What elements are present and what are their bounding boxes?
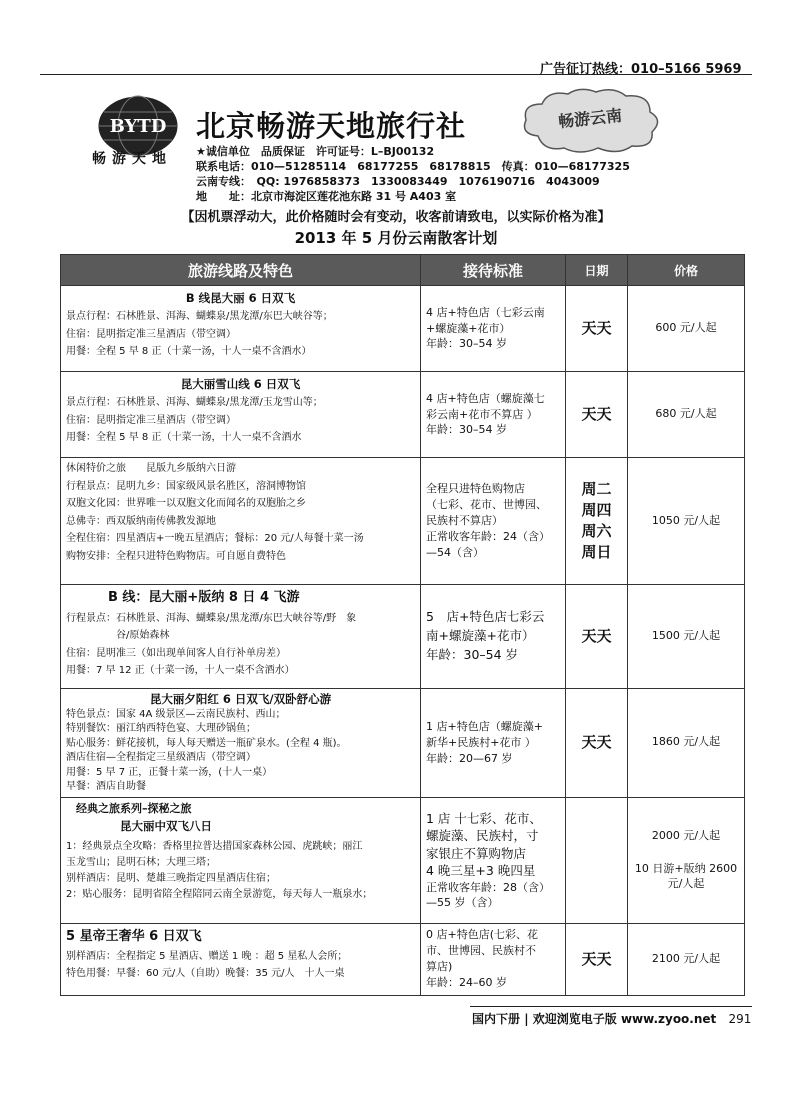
page-footer bbox=[472, 1010, 751, 1027]
standard-line: 5 店+特色店七彩云 bbox=[426, 609, 545, 625]
standard-line: 彩云南+花市不算店 ） bbox=[426, 407, 538, 421]
standard-line: 0 店+特色店(七彩、花 bbox=[426, 928, 539, 942]
price-cell bbox=[628, 689, 745, 798]
header-route: 旅游线路及特色 bbox=[61, 255, 421, 286]
table-row bbox=[61, 689, 745, 798]
table-row bbox=[61, 923, 745, 995]
plan-title: 2013 年 5 月份云南散客计划 bbox=[294, 229, 498, 247]
route-title: 休闲特价之旅 昆版九乡版纳六日游 bbox=[66, 463, 236, 474]
contact-phone: 联系电话：010—51285114 68177255 68178815 传真：010—68177325 bbox=[196, 160, 630, 173]
route-cell bbox=[61, 585, 421, 689]
footer-separator: | bbox=[524, 1012, 529, 1026]
footer-section: 国内下册 bbox=[472, 1012, 521, 1026]
standard-line: 年龄：30–54 岁 bbox=[426, 646, 519, 662]
standard-line: 市、世博园、民族村不 bbox=[426, 944, 536, 958]
route-line: 别样酒店：昆明、楚雄三晚指定四星酒店住宿； bbox=[66, 872, 276, 884]
standard-line: 年龄：30–54 岁 bbox=[426, 423, 507, 437]
route-cell bbox=[61, 372, 421, 458]
standard-line: 4 晚三星+3 晚四星 bbox=[426, 863, 536, 879]
price-text: 10 日游+版纳 2600 bbox=[634, 861, 738, 875]
table-row bbox=[61, 372, 745, 458]
date-text: 天天 bbox=[581, 405, 612, 423]
route-title: B 线昆大丽 6 日双飞 bbox=[185, 291, 296, 305]
cloud-label: 畅游云南 bbox=[557, 105, 623, 132]
header-price: 价格 bbox=[628, 255, 745, 286]
route-cell bbox=[61, 689, 421, 798]
price-text: 1050 元/人起 bbox=[651, 513, 721, 527]
route-line: 用餐：7 早 12 正（十菜一汤，十人一桌不含酒水） bbox=[66, 665, 295, 677]
date-text: 天天 bbox=[581, 949, 612, 968]
route-line: 用餐：5 早 7 正，正餐十菜一汤，(十人一桌） bbox=[66, 766, 273, 778]
route-line: 特色用餐：早餐：60 元/人（自助）晚餐：35 元/人 十人一桌 bbox=[66, 967, 345, 979]
route-cell bbox=[61, 286, 421, 372]
ad-hotline: 广告征订热线：010–5166 5969 bbox=[540, 62, 742, 77]
route-line: 贴心服务：鲜花接机，每人每天赠送一瓶矿泉水。(全程 4 瓶)。 bbox=[66, 737, 347, 749]
standard-line: 年龄：20—67 岁 bbox=[426, 751, 513, 765]
table-header bbox=[61, 255, 745, 286]
route-line: 特别餐饮：丽江纳西特色宴、大理砂锅鱼； bbox=[66, 723, 256, 735]
route-line: 住宿：昆明指定准三星酒店（带空调） bbox=[66, 328, 236, 340]
route-line: 玉龙雪山；昆明石林；大理三塔； bbox=[66, 856, 216, 868]
price-text: 元/人起 bbox=[667, 876, 705, 890]
table-row bbox=[61, 797, 745, 923]
header-standard: 接待标准 bbox=[421, 255, 566, 286]
standard-line: 1 店+特色店（螺旋藻+ bbox=[426, 719, 543, 733]
price-cell bbox=[628, 286, 745, 372]
standard-line: 南+螺旋藻+花市） bbox=[426, 628, 535, 644]
standard-line: 正常收客年龄：28（含） bbox=[426, 880, 550, 894]
standard-line: —54（含） bbox=[426, 545, 484, 559]
route-cell bbox=[61, 458, 421, 585]
standard-cell bbox=[421, 286, 566, 372]
standard-cell bbox=[421, 797, 566, 923]
standard-line: 1 店 十七彩、花市、 bbox=[426, 810, 542, 826]
standard-line: （七彩、花市、世博园、 bbox=[426, 498, 547, 512]
price-text: 2100 元/人起 bbox=[651, 951, 721, 965]
route-line: 别样酒店：全程指定 5 星酒店、赠送 1 晚 ：超 5 星私人会所； bbox=[66, 950, 348, 962]
standard-line: 算店) bbox=[426, 960, 453, 974]
price-cell bbox=[628, 797, 745, 923]
price-text: 2000 元/人起 bbox=[651, 828, 721, 842]
standard-line: 4 店+特色店（螺旋藻七 bbox=[426, 391, 545, 405]
route-title: 5 星帝王奢华 6 日双飞 bbox=[66, 928, 202, 944]
route-line: 用餐：全程 5 早 8 正（十菜一汤，十人一桌不含酒水 bbox=[66, 432, 302, 444]
route-line: 全程住宿：四星酒店+一晚五星酒店；餐标：20 元/人每餐十菜一汤 bbox=[66, 533, 364, 544]
header-date: 日期 bbox=[566, 255, 628, 286]
date-text: 周六 bbox=[581, 522, 612, 540]
bottom-divider bbox=[470, 1006, 752, 1007]
top-divider bbox=[40, 74, 752, 75]
standard-cell bbox=[421, 458, 566, 585]
standard-line: 家银庄不算购物店 bbox=[426, 845, 527, 861]
price-text: 1500 元/人起 bbox=[651, 629, 721, 643]
route-line: 2：贴心服务：昆明省陪全程陪同云南全景游览，每天每人一瓶泉水； bbox=[66, 888, 373, 900]
route-line: 用餐：全程 5 早 8 正（十菜一汤，十人一桌不含酒水） bbox=[66, 346, 312, 358]
route-line: 酒店住宿—全程指定三星级酒店（带空调） bbox=[66, 752, 256, 764]
date-cell bbox=[566, 689, 628, 798]
date-cell bbox=[566, 797, 628, 923]
route-title: 昆大丽中双飞八日 bbox=[120, 819, 212, 834]
route-line: 总佛寺：西双版纳南传佛教发源地 bbox=[66, 515, 216, 527]
standard-cell bbox=[421, 923, 566, 995]
route-line: 景点行程：石林胜景、洱海、蝴蝶泉/黑龙潭/东巴大峡谷等； bbox=[66, 311, 333, 323]
route-title: B 线：昆大丽+版纳 8 日 4 飞游 bbox=[108, 590, 300, 605]
date-cell bbox=[566, 923, 628, 995]
standard-line: 年龄：24–60 岁 bbox=[426, 976, 507, 990]
route-line: 1：经典景点全攻略：香格里拉普达措国家森林公园、虎跳峡；丽江 bbox=[66, 840, 363, 852]
standard-cell bbox=[421, 372, 566, 458]
price-cell bbox=[628, 372, 745, 458]
standard-line: 4 店+特色店（七彩云南 bbox=[426, 305, 545, 319]
route-title: 昆大丽雪山线 6 日双飞 bbox=[180, 377, 301, 391]
date-text: 天天 bbox=[581, 627, 612, 645]
badge-line: ★诚信单位 品质保证 许可证号：L–BJ00132 bbox=[196, 145, 435, 158]
table-row bbox=[61, 585, 745, 689]
route-cell bbox=[61, 797, 421, 923]
price-text: 600 元/人起 bbox=[655, 321, 717, 335]
route-line: 住宿：昆明准三（如出现单间客人自行补单房差） bbox=[66, 647, 286, 659]
date-text: 天天 bbox=[581, 733, 612, 752]
date-cell bbox=[566, 585, 628, 689]
agency-name: 北京畅游天地旅行社 bbox=[196, 109, 467, 143]
table-row bbox=[61, 286, 745, 372]
price-text: 680 元/人起 bbox=[655, 407, 717, 421]
address: 地 址：北京市海淀区莲花池东路 31 号 A403 室 bbox=[196, 190, 457, 203]
page-number: 291 bbox=[728, 1012, 752, 1026]
price-cell bbox=[628, 585, 745, 689]
route-cell bbox=[61, 923, 421, 995]
route-subtitle: 经典之旅系列–探秘之旅 bbox=[76, 801, 192, 815]
standard-line: 正常收客年龄：24（含） bbox=[426, 529, 550, 543]
route-line: 特色景点：国家 4A 级景区—云南民族村、西山； bbox=[66, 708, 286, 720]
route-line: 谷/原始森林 bbox=[66, 630, 170, 642]
route-line: 行程景点：昆明九乡：国家级风景名胜区，溶洞博物馆 bbox=[66, 480, 306, 492]
route-line: 景点行程：石林胜景、洱海、蝴蝶泉/黑龙潭/玉龙雪山等； bbox=[66, 397, 323, 409]
logo-text: 畅游天地 bbox=[92, 151, 172, 167]
standard-line: 螺旋藻、民族村，寸 bbox=[426, 828, 539, 844]
route-line: 早餐：酒店自助餐 bbox=[66, 781, 146, 793]
price-text: 1860 元/人起 bbox=[651, 735, 721, 749]
price-notice: 【因机票浮动大，此价格随时会有变动，收客前请致电，以实际价格为准】 bbox=[181, 210, 611, 225]
standard-line: 全程只进特色购物店 bbox=[426, 482, 525, 496]
standard-line: —55 岁（含） bbox=[426, 896, 499, 910]
date-text: 周二 bbox=[581, 480, 612, 498]
date-text: 天天 bbox=[581, 319, 612, 337]
yunnan-line: 云南专线： QQ: 1976858373 1330083449 1076190716 4043009 bbox=[196, 175, 600, 188]
globe-logo-icon bbox=[88, 92, 188, 182]
date-text: 周四 bbox=[581, 501, 612, 519]
route-line: 行程景点：石林胜景、洱海、蝴蝶泉/黑龙潭/东巴大峡谷等/野 象 bbox=[66, 612, 357, 624]
standard-line: 新华+民族村+花市 ） bbox=[426, 735, 536, 749]
footer-link-text: 欢迎浏览电子版 www.zyoo.net bbox=[532, 1012, 717, 1026]
date-cell bbox=[566, 372, 628, 458]
route-line: 住宿：昆明指定准三星酒店（带空调） bbox=[66, 414, 236, 426]
price-cell bbox=[628, 923, 745, 995]
svg-text:BYTD: BYTD bbox=[109, 116, 167, 137]
tour-table bbox=[60, 254, 745, 996]
standard-line: +螺旋藻+花市） bbox=[426, 321, 511, 335]
route-line: 双胞文化园：世界唯一以双胞文化而闻名的双胞胎之乡 bbox=[66, 498, 306, 509]
price-cell bbox=[628, 458, 745, 585]
table-row bbox=[61, 458, 745, 585]
route-line: 购物安排：全程只进特色购物店。可自愿自费特色 bbox=[66, 550, 286, 562]
date-cell bbox=[566, 458, 628, 585]
route-title: 昆大丽夕阳红 6 日双飞/双卧舒心游 bbox=[149, 692, 332, 706]
standard-line: 民族村不算店） bbox=[426, 514, 503, 528]
standard-cell bbox=[421, 585, 566, 689]
standard-cell bbox=[421, 689, 566, 798]
standard-line: 年龄：30–54 岁 bbox=[426, 337, 507, 351]
date-cell bbox=[566, 286, 628, 372]
date-text: 周日 bbox=[581, 543, 612, 561]
